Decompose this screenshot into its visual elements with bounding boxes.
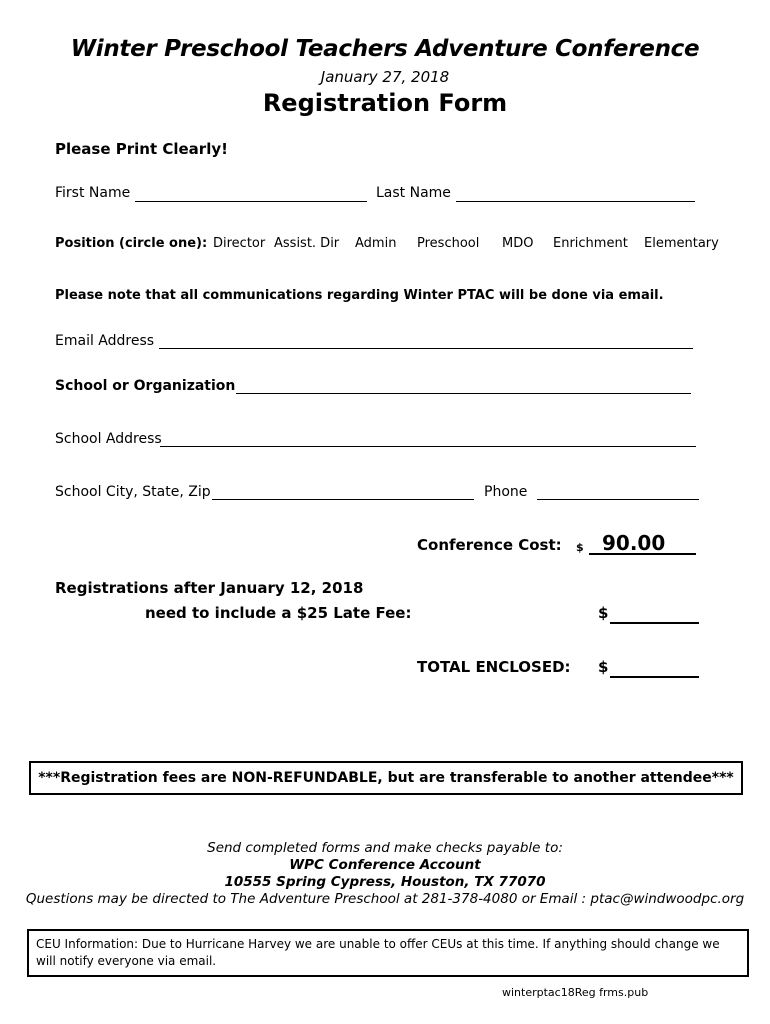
non-refundable-notice: ***Registration fees are NON-REFUNDABLE, but are transferable to another attendee*** [29, 761, 743, 795]
total-enclosed-field[interactable] [610, 676, 699, 678]
conference-cost-value: 90.00 [602, 531, 666, 555]
conference-cost-currency: $ [576, 541, 584, 554]
contact-questions: Questions may be directed to The Adventure Preschool at 281-378-4080 or Email : ptac@windwoodpc.org [25, 891, 745, 907]
conference-date: January 27, 2018 [320, 68, 450, 86]
total-enclosed-currency: $ [598, 658, 609, 676]
first-name-field[interactable] [135, 201, 367, 202]
school-city-field[interactable] [212, 499, 474, 500]
first-name-label: First Name [55, 185, 131, 201]
mailing-instructions: Send completed forms and make checks payable to: [207, 840, 563, 856]
file-name: winterptac18Reg frms.pub [502, 986, 649, 999]
ceu-information: CEU Information: Due to Hurricane Harvey we are unable to offer CEUs at this time. If anything should change we will notify everyone via email. [27, 929, 749, 977]
position-option-admin[interactable]: Admin [355, 236, 397, 251]
conference-cost-underline [589, 553, 696, 555]
school-org-field[interactable] [236, 393, 691, 394]
position-option-assist-dir[interactable]: Assist. Dir [274, 236, 340, 251]
phone-label: Phone [484, 484, 528, 500]
school-city-label: School City, State, Zip [55, 484, 211, 500]
late-fee-currency: $ [598, 604, 609, 622]
position-option-director[interactable]: Director [213, 236, 266, 251]
late-fee-line-2: need to include a $25 Late Fee: [145, 604, 412, 622]
print-clearly-note: Please Print Clearly! [55, 140, 228, 158]
email-label: Email Address [55, 333, 155, 349]
position-label: Position (circle one): [55, 236, 208, 251]
email-note: Please note that all communications regarding Winter PTAC will be done via email. [55, 288, 664, 303]
form-title: Registration Form [262, 89, 508, 117]
total-enclosed-label: TOTAL ENCLOSED: [417, 658, 571, 676]
last-name-field[interactable] [456, 201, 695, 202]
mailing-address: 10555 Spring Cypress, Houston, TX 77070 [224, 874, 546, 890]
email-field[interactable] [159, 348, 693, 349]
last-name-label: Last Name [376, 185, 451, 201]
phone-field[interactable] [537, 499, 699, 500]
school-org-label: School or Organization [55, 378, 236, 394]
school-address-label: School Address [55, 431, 162, 447]
late-fee-field[interactable] [610, 622, 699, 624]
school-address-field[interactable] [160, 446, 696, 447]
position-option-enrichment[interactable]: Enrichment [553, 236, 628, 251]
position-option-mdo[interactable]: MDO [502, 236, 534, 251]
position-option-elementary[interactable]: Elementary [644, 236, 719, 251]
late-fee-line-1: Registrations after January 12, 2018 [55, 579, 364, 597]
position-option-preschool[interactable]: Preschool [417, 236, 480, 251]
conference-title: Winter Preschool Teachers Adventure Conference [70, 36, 700, 62]
payee-name: WPC Conference Account [289, 857, 481, 873]
conference-cost-label: Conference Cost: [417, 536, 562, 554]
